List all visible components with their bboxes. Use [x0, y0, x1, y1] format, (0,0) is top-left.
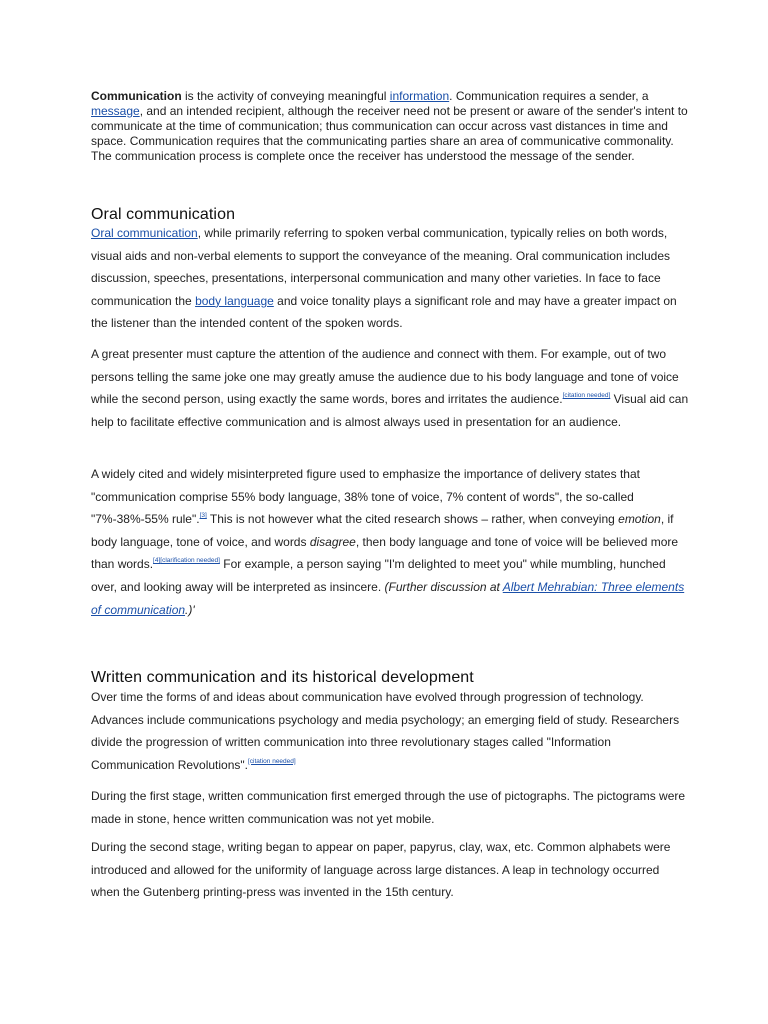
citation-needed-link[interactable]: [citation needed]: [562, 392, 611, 400]
oral-paragraph-3: A widely cited and widely misinterpreted figure used to emphasize the importance of delivery states that "communication comprise 55% body language, 38% tone of voice, 7% content of words", the so-called "7%-38%-55% rule".[3] This is not however what the cited research shows – rather, when conveying emotion, if body language, tone of voice, and words disagree, then body language and tone of voice will be believed more than words.[4][clarification needed] For example, a person saying "I'm delighted to meet you" while mumbling, hunched over, and looking away will be interpreted as insincere. (Further discussion at Albert Mehrabian: Three elements of communication.)': [91, 467, 685, 617]
citation-needed-link[interactable]: [citation needed]: [248, 757, 296, 765]
reference-4-note: [153, 557, 220, 564]
intro-paragraph: Communication is the activity of conveying meaningful information. Communication requires a sender, a message, and an intended recipient, although the receiver need not be present or aware of the sender's intent to communicate at the time of communication; thus communication can occur across vast distances in time and space. Communication requires that the communicating parties share an area of communicative commonality. The communication process is complete once the receiver has understood the message of the sender.: [91, 89, 688, 163]
clarification-needed-link[interactable]: [clarification needed]: [160, 557, 220, 565]
written-paragraph-3: During the second stage, writing began to appear on paper, papyrus, clay, wax, etc. Common alphabets were introduced and allowed for the uniformity of language across large distances. A leap in technology occurred when the Gutenberg printing-press was invented in the 15th century.: [91, 840, 671, 900]
reference-3-link[interactable]: [3]: [199, 512, 207, 520]
link-oral-communication[interactable]: Oral communication: [91, 226, 198, 240]
oral-paragraph-2: A great presenter must capture the attention of the audience and connect with them. For example, out of two persons telling the same joke one may greatly amuse the audience due to his body language and tone of voice while the second person, using exactly the same words, bores and irritates the audience.[citation needed] Visual aid can help to facilitate effective communication and is almost always used in presentation for an audience.: [91, 347, 689, 429]
heading-written-communication: Written communication and its historical development: [91, 669, 474, 687]
link-body-language[interactable]: body language: [195, 293, 274, 308]
reference-4-link[interactable]: [4]: [153, 557, 161, 565]
link-message[interactable]: message: [91, 104, 140, 118]
link-information[interactable]: information: [389, 89, 450, 103]
citation-needed-note: [563, 392, 611, 399]
intro-term: Communication: [91, 89, 182, 103]
link-albert-mehrabian[interactable]: Albert Mehrabian: Three elements of communication: [91, 579, 685, 617]
reference-3-note: [200, 512, 207, 519]
heading-oral-communication: Oral communication: [91, 206, 236, 224]
citation-needed-note: [248, 758, 296, 765]
oral-paragraph-1: Oral communication, while primarily referring to spoken verbal communication, typically relies on both words, visual aids and non-verbal elements to support the conveyance of the meaning. Oral communication includes discussion, speeches, presentations, interpersonal communication and many other varieties. In face to face communication the body language and voice tonality plays a significant role and may have a greater impact on the listener than the intended content of the spoken words.: [91, 226, 677, 331]
written-paragraph-1: Over time the forms of and ideas about communication have evolved through progression of technology. Advances include communications psychology and media psychology; an emerging field of study. Researchers divide the progression of written communication into three revolutionary stages called "Information Communication Revolutions".[citation needed]: [91, 690, 680, 772]
written-paragraph-2: During the first stage, written communication first emerged through the use of pictographs. The pictograms were made in stone, hence written communication was not yet mobile.: [91, 789, 686, 826]
